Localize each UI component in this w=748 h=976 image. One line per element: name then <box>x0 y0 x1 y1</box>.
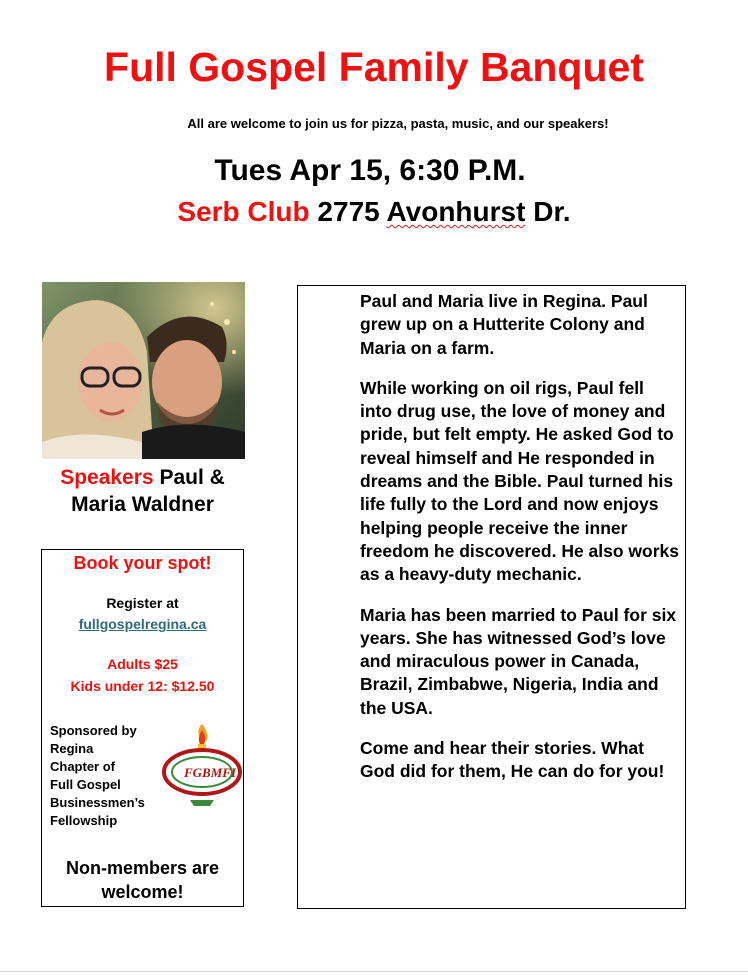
nonmembers-welcome <box>42 856 243 904</box>
story-paragraph: While working on oil rigs, Paul fell into drug use, the love of money and pride, but felt empty. He asked God to reveal himself and He responded in dreams and the Bible. Paul turned his life fully to the Lord and now enjoys helping people receive the inner freedom he discovered. He also works as a heavy-duty mechanic. <box>360 377 680 585</box>
svg-text:FGBMFI: FGBMFI <box>184 765 237 780</box>
book-heading: Book your spot! <box>73 553 212 573</box>
sponsor-line: Regina <box>50 741 94 756</box>
kids-price: Kids under 12: $12.50 <box>70 678 215 694</box>
sponsor-line: Businessmen’s <box>50 795 145 810</box>
speakers-names-part1: Paul & <box>159 466 225 489</box>
story-paragraph: Maria has been married to Paul for six years. She has witnessed God’s love and miraculous power in Canada, Brazil, Zimbabwe, Nigeria, India and the USA. <box>360 604 677 718</box>
register-text: Register at <box>106 595 179 611</box>
speakers-line-2: Maria Waldner <box>71 493 214 516</box>
nonmembers-line-1: Non-members are <box>65 858 220 878</box>
fgbmfi-logo-icon <box>160 720 244 808</box>
registration-link[interactable]: fullgospelregina.ca <box>78 616 207 632</box>
couple-photo-image <box>42 282 245 459</box>
tagline: All are welcome to join us for pizza, pasta, music, and our speakers! <box>187 116 609 131</box>
venue-suffix: Dr. <box>533 196 571 227</box>
sponsor-line: Chapter of <box>50 759 115 774</box>
venue-address <box>0 196 748 228</box>
speakers-photo <box>42 282 245 459</box>
sponsor-text <box>50 722 160 830</box>
adult-price: Adults $25 <box>107 656 178 672</box>
nonmembers-line-2: welcome! <box>101 882 184 902</box>
sponsor-line: Sponsored by <box>50 723 137 738</box>
banquet-title: Full Gospel Family Banquet <box>104 44 644 90</box>
speakers-line-1 <box>20 464 265 491</box>
registration-box <box>41 549 244 907</box>
venue-street: Avonhurst <box>386 196 526 227</box>
speakers-label: Speakers <box>60 466 154 489</box>
sponsor-line: Fellowship <box>50 813 118 828</box>
story-paragraph: Come and hear their stories. What God did for them, He can do for you! <box>360 738 665 782</box>
sponsor-line: Full Gospel <box>50 777 121 792</box>
speakers-caption <box>20 464 265 518</box>
venue-name: Serb Club <box>177 196 310 227</box>
story-paragraph: Paul and Maria live in Regina. Paul grew up on a Hutterite Colony and Maria on a farm. <box>360 291 648 358</box>
speaker-story <box>360 290 680 801</box>
page-divider <box>0 971 748 972</box>
story-box <box>297 285 686 909</box>
event-datetime: Tues Apr 15, 6:30 P.M. <box>214 154 526 187</box>
venue-number: 2775 <box>317 196 380 227</box>
